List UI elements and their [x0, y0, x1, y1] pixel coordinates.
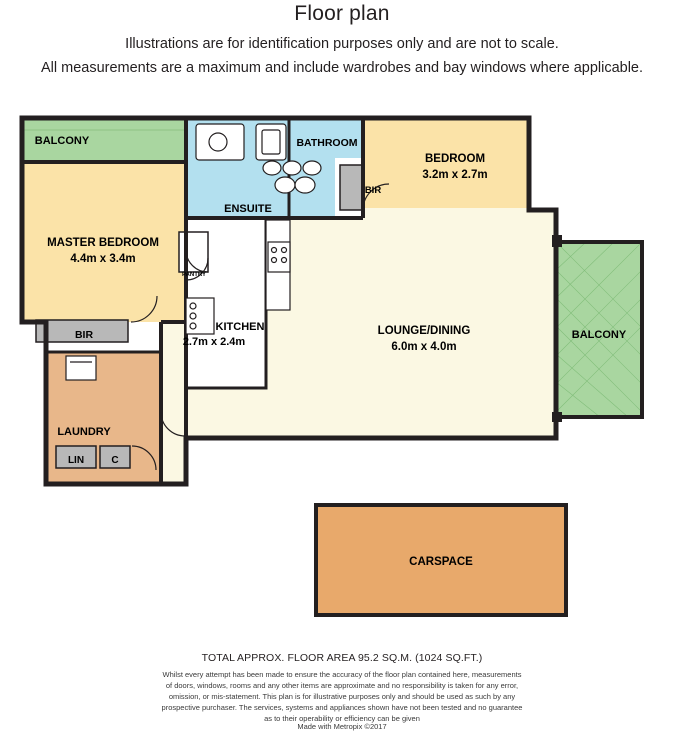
label-cupboard: C: [111, 455, 119, 466]
disclaimer-line-1: Whilst every attempt has been made to ensure the accuracy of the floor plan contained here, measurements: [162, 670, 522, 679]
made-by-credit: Made with Metropix ©2017: [297, 722, 387, 731]
label-master-bedroom: MASTER BEDROOM: [47, 237, 159, 249]
label-bir-bedroom2: BIR: [364, 185, 382, 196]
label-kitchen: KITCHEN: [215, 321, 265, 333]
page-title: Floor plan: [294, 2, 390, 25]
label-carspace: CARSPACE: [409, 556, 473, 568]
label-balcony-left: BALCONY: [34, 135, 90, 147]
disclaimer-line-3: omission, or mis-statement. This plan is for illustrative purposes only and should be used as such by any: [168, 691, 516, 701]
dims-master-bedroom: 4.4m x 3.4m: [70, 253, 136, 265]
dims-lounge-dining: 6.0m x 4.0m: [391, 341, 457, 353]
disclaimer-text: [0, 670, 684, 724]
dims-bedroom-2: 3.2m x 2.7m: [422, 169, 488, 181]
label-bedroom-2: BEDROOM: [424, 153, 486, 165]
disclaimer-line-2: of doors, windows, rooms and any other items are approximate and no responsibility is taken for any error,: [165, 680, 519, 690]
label-linen: LIN: [67, 455, 85, 466]
floor-plan-drawing: [0, 90, 684, 650]
label-pantry: PANTRY: [182, 272, 206, 278]
dims-kitchen: 2.7m x 2.4m: [182, 336, 246, 348]
label-balcony-right: BALCONY: [571, 329, 627, 341]
room-bir-bedroom2: [340, 165, 364, 210]
label-bir-master: BIR: [74, 329, 94, 341]
subtitle-line-1: Illustrations are for identification purposes only and are not to scale.: [125, 36, 559, 52]
subtitle-line-2: All measurements are a maximum and include wardrobes and bay windows where applicable.: [40, 60, 644, 76]
label-bathroom: BATHROOM: [296, 137, 358, 149]
label-lounge-dining: LOUNGE/DINING: [377, 325, 471, 337]
disclaimer-line-4: prospective purchaser. The services, systems and appliances shown have not been tested and no guarantee: [161, 702, 523, 712]
disclaimer-line-5: as to their operability or efficiency can be given: [264, 713, 420, 723]
total-floor-area: TOTAL APPROX. FLOOR AREA 95.2 SQ.M. (1024 SQ.FT.): [201, 652, 483, 664]
label-ensuite: ENSUITE: [224, 203, 272, 215]
label-laundry: LAUNDRY: [57, 426, 111, 438]
